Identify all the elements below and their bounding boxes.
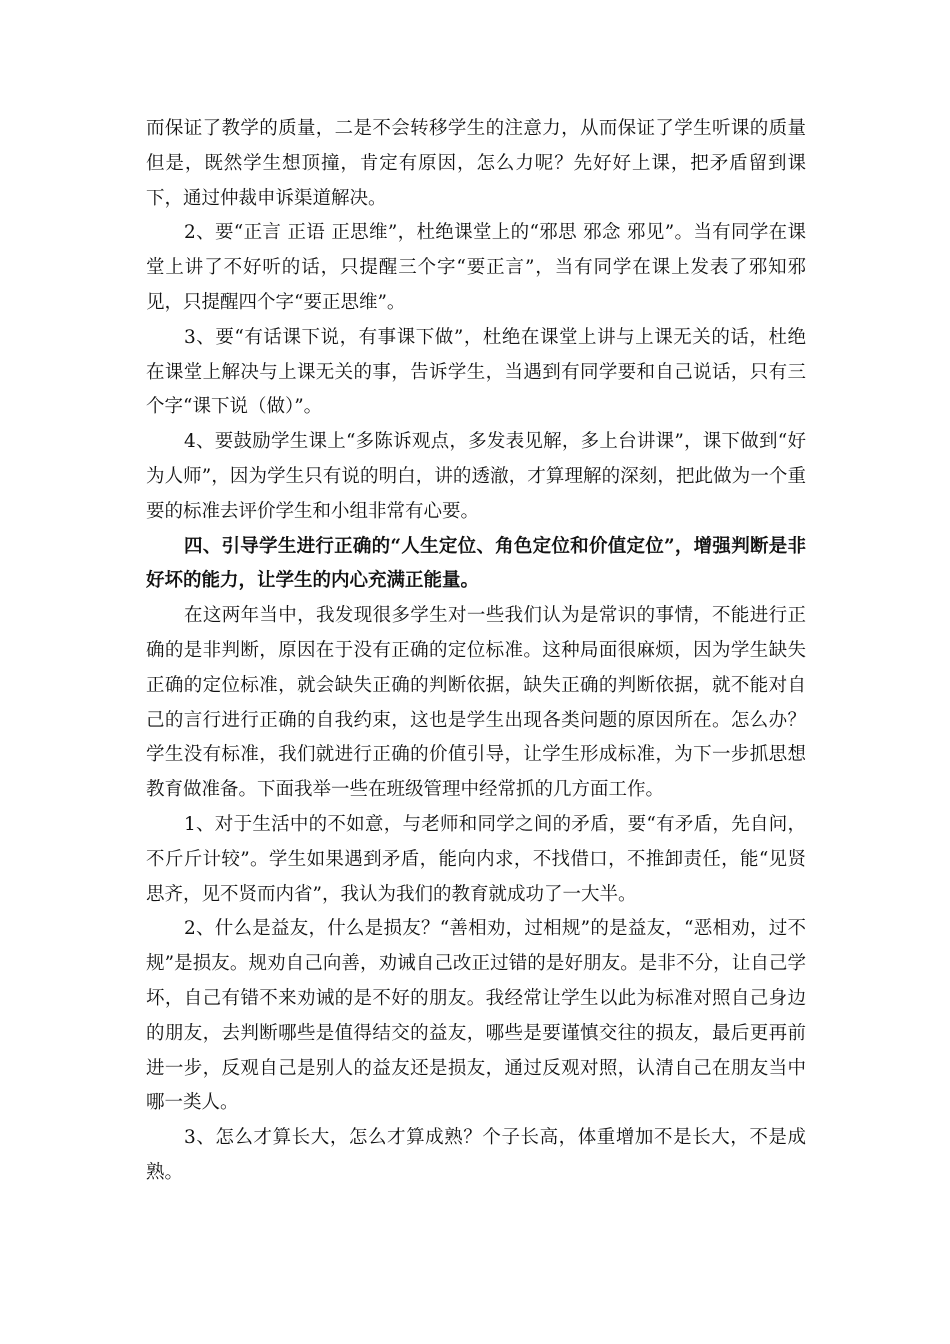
paragraph-item-1-conflict: 1、对于生活中的不如意，与老师和同学之间的矛盾，要“有矛盾，先自问，不斤斤计较”。学生如果遇到矛盾，能向内求，不找借口，不推卸责任，能“见贤思齐，见不贤而内省”，我认为我们的教育就成功了一大半。 — [146, 813, 806, 905]
paragraph-item-2-friends: 2、什么是益友，什么是损友？“善相劝，过相规”的是益友，“恶相劝，过不规”是损友。规劝自己向善，劝诫自己改正过错的是好朋友。是非不分，让自己学坏，自己有错不来劝诫的是不好的朋友。我经常让学生以此为标准对照自己身边的朋友，去判断哪些是值得结交的益友，哪些是要谨慎交往的损友，最后更再前进一步，反观自己是别人的益友还是损友，通过反观对照，认清自己在朋友当中哪一类人。 — [146, 918, 806, 1114]
paragraph-item-3-growing-up: 3、怎么才算长大，怎么才算成熟？个子长高，体重增加不是长大，不是成熟。 — [146, 1127, 806, 1183]
paragraph-continuation: 而保证了教学的质量，二是不会转移学生的注意力，从而保证了学生听课的质量但是，既然学生想顶撞，肯定有原因，怎么力呢？先好好上课，把矛盾留到课下，通过仲裁申诉渠道解决。 — [146, 118, 806, 209]
paragraph-item-4-encourage: 4、要鼓励学生课上“多陈诉观点，多发表见解，多上台讲课”，课下做到“好为人师”，因为学生只有说的明白，讲的透澈，才算理解的深刻，把此做为一个重要的标准去评价学生和小组非常有心要。 — [146, 431, 806, 522]
paragraph-item-3-after-class: 3、要“有话课下说，有事课下做”，杜绝在课堂上讲与上课无关的话，杜绝在课堂上解决与上课无关的事，告诉学生，当遇到有同学要和自己说话，只有三个字“课下说（做）”。 — [146, 326, 806, 418]
paragraph-section-intro: 在这两年当中，我发现很多学生对一些我们认为是常识的事情，不能进行正确的是非判断，原因在于没有正确的定位标准。这种局面很麻烦，因为学生缺失正确的定位标准，就会缺失正确的判断依据，缺失正确的判断依据，就不能对自己的言行进行正确的自我约束，这也是学生出现各类问题的原因所在。怎么办？学生没有标准，我们就进行正确的价值引导，让学生形成标准，为下一步抓思想教育做准备。下面我举一些在班级管理中经常抓的几方面工作。 — [146, 605, 806, 801]
section-heading-four: 四、引导学生进行正确的“人生定位、角色定位和价值定位”，增强判断是非好坏的能力，让学生的内心充满正能量。 — [146, 535, 806, 592]
paragraph-item-2-correct-speech: 2、要“正言 正语 正思维”，杜绝课堂上的“邪思 邪念 邪见”。当有同学在课堂上讲了不好听的话，只提醒三个字“要正言”，当有同学在课上发表了邪知邪见，只提醒四个字“要正思维”。 — [146, 222, 806, 313]
document-page — [146, 112, 806, 1191]
